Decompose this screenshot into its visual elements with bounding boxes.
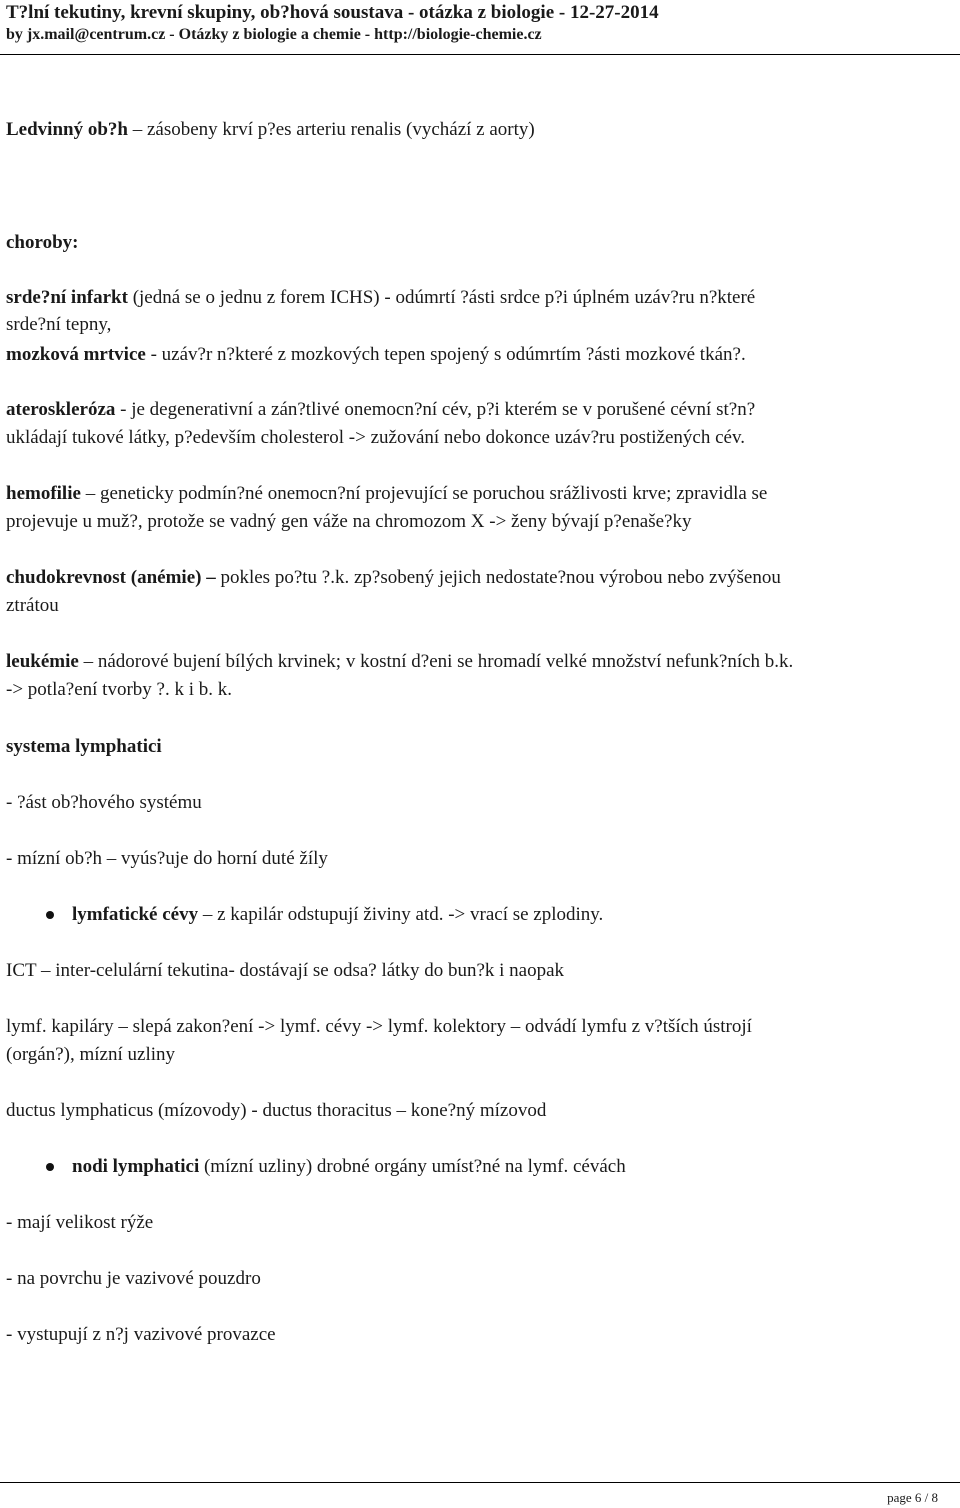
paragraph-ict: ICT – inter-celulární tekutina- dostávají se odsa? látky do bun?k i naopak: [6, 960, 565, 981]
text-infarkt: (jedná se o jednu z forem ICHS) - odúmrtí ?ásti srdce p?i úplném uzáv?ru n?které: [127, 287, 756, 308]
list-item-lymf-cevy-text: [72, 901, 603, 929]
paragraph-vystupuji: - vystupují z n?j vazivové provazce: [6, 1324, 276, 1345]
paragraph-kapilary-line2: (orgán?), mízní uzliny: [6, 1044, 176, 1065]
term-lymf-cevy: lymfatické cévy: [72, 904, 199, 925]
bullet-icon: [46, 911, 54, 919]
text-lymf-cevy: – z kapilár odstupují živiny atd. -> vrací se zplodiny.: [198, 904, 604, 925]
page-title: T?lní tekutiny, krevní skupiny, ob?hová soustava - otázka z biologie - 12-27-2014: [6, 2, 659, 23]
heading-lymph: systema lymphatici: [6, 736, 162, 757]
paragraph-velikost: - mají velikost rýže: [6, 1212, 154, 1233]
paragraph-infarkt: [6, 284, 946, 312]
text-ateroskleroza: - je degenerativní a zán?tlivé onemocn?ní cév, p?i kterém se v porušené cévní st?n?: [115, 399, 756, 420]
page-number: page 6 / 8: [887, 1490, 938, 1505]
heading-choroby: choroby:: [6, 232, 79, 253]
paragraph-anemie-line2: ztrátou: [6, 595, 59, 616]
text-leukemie: – nádorové bujení bílých krvinek; v kostní d?eni se hromadí velké množství nefunk?ních b.k.: [78, 651, 794, 672]
term-anemie: chudokrevnost (anémie) –: [6, 567, 216, 588]
paragraph-infarkt-line2: srde?ní tepny,: [6, 314, 112, 335]
text-anemie: pokles po?tu ?.k. zp?sobený jejich nedostate?nou výrobou nebo zvýšenou: [215, 567, 781, 588]
text-hemofilie: – geneticky podmín?né onemocn?ní projevující se poruchou srážlivosti krve; zpravidla se: [80, 483, 768, 504]
paragraph-cast: - ?ást ob?hového systému: [6, 792, 202, 813]
paragraph-kapilary: lymf. kapiláry – slepá zakon?ení -> lymf. cévy -> lymf. kolektory – odvádí lymfu z v?tších ústrojí: [6, 1016, 752, 1037]
term-hemofilie: hemofilie: [6, 483, 81, 504]
header-divider: [0, 54, 960, 55]
paragraph-povrch: - na povrchu je vazivové pouzdro: [6, 1268, 261, 1289]
paragraph-ledviny: [6, 116, 946, 144]
paragraph-leukemie-line2: -> potla?ení tvorby ?. k i b. k.: [6, 679, 232, 700]
paragraph-hemofilie-line2: projevuje u muž?, protože se vadný gen váže na chromozom X -> ženy bývají p?enaše?ky: [6, 511, 692, 532]
paragraph-anemie: [6, 564, 946, 592]
list-item-nodi-text: [72, 1153, 626, 1181]
term-nodi: nodi lymphatici: [72, 1156, 200, 1177]
paragraph-hemofilie: [6, 480, 946, 508]
page-subtitle: by jx.mail@centrum.cz - Otázky z biologie a chemie - http://biologie-chemie.cz: [6, 26, 542, 43]
term-mrtvice: mozková mrtvice: [6, 344, 146, 365]
text-mrtvice: - uzáv?r n?které z mozkových tepen spojený s odúmrtím ?ásti mozkové tkán?.: [145, 344, 746, 365]
footer-divider: [0, 1482, 960, 1483]
bullet-icon: [46, 1163, 54, 1171]
paragraph-mizni: - mízní ob?h – vyús?uje do horní duté žíly: [6, 848, 328, 869]
paragraph-ductus: ductus lymphaticus (mízovody) - ductus thoracitus – kone?ný mízovod: [6, 1100, 547, 1121]
term-ledviny: Ledvinný ob?h: [6, 119, 128, 140]
paragraph-leukemie: [6, 648, 946, 676]
text-ledviny: – zásobeny krví p?es arteriu renalis (vychází z aorty): [127, 119, 535, 140]
term-leukemie: leukémie: [6, 651, 79, 672]
term-ateroskleroza: ateroskleróza: [6, 399, 116, 420]
text-nodi: (mízní uzliny) drobné orgány umíst?né na lymf. cévách: [199, 1156, 626, 1177]
term-infarkt: srde?ní infarkt: [6, 287, 128, 308]
paragraph-ateroskleroza: [6, 396, 946, 424]
paragraph-mrtvice: [6, 341, 946, 369]
paragraph-ateroskleroza-line2: ukládají tukové látky, p?edevším cholesterol -> zužování nebo dokonce uzáv?ru postižených cév.: [6, 427, 745, 448]
